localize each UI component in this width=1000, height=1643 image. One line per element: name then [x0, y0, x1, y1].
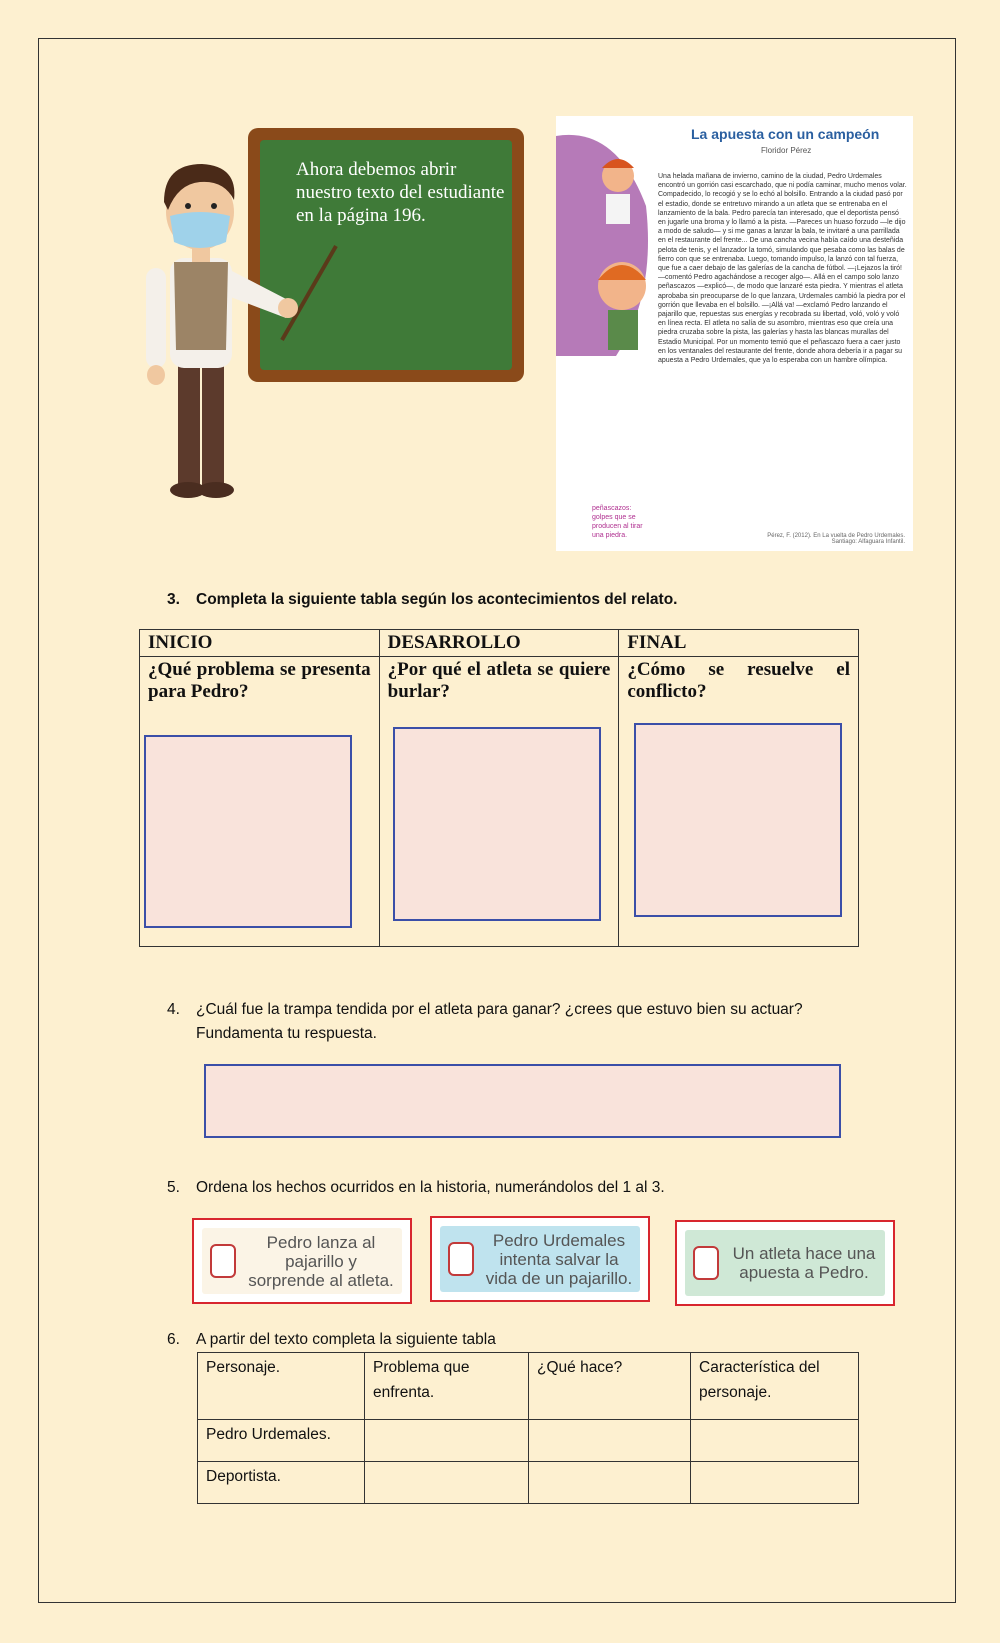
question-5	[167, 1176, 665, 1200]
answer-box-inicio[interactable]	[144, 735, 352, 928]
table-question: ¿Por qué el atleta se quiere burlar?	[387, 659, 611, 702]
answer-box-q4[interactable]	[204, 1064, 841, 1138]
table-header: DESARROLLO	[379, 630, 619, 657]
order-card-2[interactable]	[430, 1216, 650, 1302]
story-body: Una helada mañana de invierno, camino de la ciudad, Pedro Urdemales encontró un gorrión casi escarchado, que ni podía caminar, mucho menos volar. Compadecido, lo recogió y se lo echó al bolsillo. Entrando a la ciudad pasó por el estadio, donde se entretuvo mirando a un atleta que se entrenaba en el lanzamiento de la bala. Pedro parecía tan interesado, que el deportista pensó en jugarle una broma y lo llamó a la pista. —Pareces un huaso forzudo —le dijo a modo de saludo— y si me ganas a lanzar la bala, te invitaré a una parrillada en el restaurante del frente... De una cancha vecina había caído una desteñida pelota de tenis, y el lanzador la tomó, simulando que pesaba como las balas de fierro con que se entrenaba. Luego, tomando impulso, la lanzó con tal fuerza, que fue a caer debajo de las galerías de la cancha de fútbol. —¡Lejazos la tiró! —comentó Pedro agachándose a recoger algo—. Allá en el campo solo lanzo peñascazos —explicó—, de modo que lanzaré esta piedra. Y mientras el atleta aprobaba sin preocuparse de lo que lanzara, Urdemales cambió la piedra por el gorrión que llevaba en el bolsillo. —¡Allá va! —exclamó Pedro lanzando el pajarillo que, repuestas sus energías y recobrada su libertad, voló, voló y voló en línea recta. El atleta no salía de su asombro, mientras eso que creía una piedra cruzaba sobre la pista, las galerías y hasta las blancas murallas del Estadio Municipal. Por un momento temió que el peñascazo fuera a caer justo en los ventanales del restaurante del frente, donde ahora debería ir a pagar su apuesta a Pedro Urdemales, que ya lo esperaba con un hambre olímpica.	[658, 173, 907, 365]
question-text: Completa la siguiente tabla según los acontecimientos del relato.	[196, 591, 678, 608]
order-card-1[interactable]	[192, 1218, 412, 1304]
question-4	[167, 998, 867, 1046]
question-text: A partir del texto completa la siguiente tabla	[196, 1331, 496, 1348]
question-number: 4.	[167, 1001, 180, 1018]
answer-box-final[interactable]	[634, 723, 842, 917]
row-label: Deportista.	[198, 1462, 365, 1504]
question-text: Ordena los hechos ocurridos en la historia, numerándolos del 1 al 3.	[196, 1179, 665, 1196]
table-header: INICIO	[140, 630, 380, 657]
story-illustration	[556, 116, 656, 366]
order-number-box[interactable]	[693, 1246, 719, 1280]
table-row	[198, 1420, 859, 1462]
order-number-box[interactable]	[210, 1244, 236, 1278]
order-card-background	[202, 1228, 402, 1294]
table-header: ¿Qué hace?	[529, 1353, 691, 1420]
question-text: ¿Cuál fue la trampa tendida por el atleta para ganar? ¿crees que estuvo bien su actuar? Fundamenta tu respuesta.	[196, 1001, 803, 1042]
order-number-box[interactable]	[448, 1242, 474, 1276]
story-author: Floridor Pérez	[761, 146, 812, 155]
table-cell[interactable]	[365, 1420, 529, 1462]
order-card-text: Un atleta hace una apuesta a Pedro.	[732, 1244, 876, 1282]
question-6	[167, 1328, 496, 1352]
table-cell[interactable]	[529, 1420, 691, 1462]
order-card-background	[685, 1230, 885, 1296]
question-number: 6.	[167, 1331, 180, 1348]
question-number: 5.	[167, 1179, 180, 1196]
order-card-text: Pedro lanza al pajarillo y sorprende al atleta.	[248, 1232, 394, 1290]
table-header: Característica del personaje.	[691, 1353, 859, 1420]
question-number: 3.	[167, 591, 180, 608]
characters-table	[197, 1352, 859, 1504]
chalkboard-text: Ahora debemos abrir nuestro texto del estudiante en la página 196.	[296, 159, 505, 226]
table-question: ¿Cómo se resuelve el conflicto?	[627, 659, 850, 702]
table-header: Personaje.	[198, 1353, 365, 1420]
table-header: Problema que enfrenta.	[365, 1353, 529, 1420]
order-card-text: Pedro Urdemales intenta salvar la vida de un pajarillo.	[485, 1230, 633, 1288]
story-glossary-note: peñascazos: golpes que se producen al tirar una piedra.	[592, 505, 643, 539]
table-cell[interactable]	[691, 1420, 859, 1462]
table-cell[interactable]	[691, 1462, 859, 1504]
question-3	[167, 588, 677, 612]
answer-box-desarrollo[interactable]	[393, 727, 601, 921]
row-label: Pedro Urdemales.	[198, 1420, 365, 1462]
table-cell[interactable]	[529, 1462, 691, 1504]
story-citation: Pérez, F. (2012). En La vuelta de Pedro Urdemales. Santiago: Alfaguara Infantil.	[767, 533, 905, 545]
story-title: La apuesta con un campeón	[691, 126, 880, 142]
table-row	[198, 1462, 859, 1504]
order-card-3[interactable]	[675, 1220, 895, 1306]
story-page	[556, 116, 913, 551]
table-question: ¿Qué problema se presenta para Pedro?	[148, 659, 371, 702]
teacher-illustration	[140, 150, 340, 520]
pointer-stick	[282, 246, 336, 340]
table-cell[interactable]	[365, 1462, 529, 1504]
table-header: FINAL	[619, 630, 859, 657]
order-card-background	[440, 1226, 640, 1292]
